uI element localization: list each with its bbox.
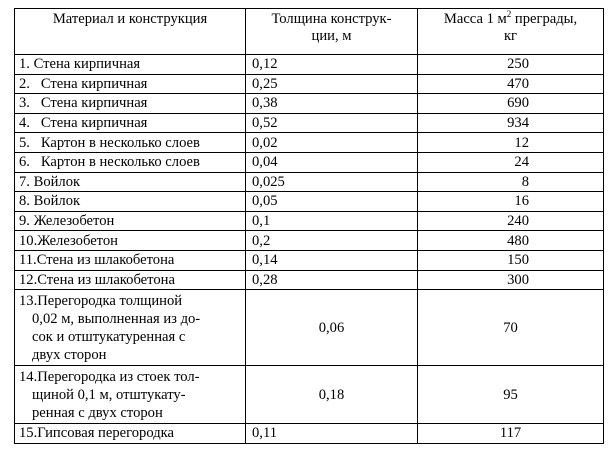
mass-cell: 470 <box>418 74 604 94</box>
mass-cell: 690 <box>418 94 604 114</box>
thickness-cell: 0,04 <box>246 152 418 172</box>
material-cell <box>15 366 246 424</box>
header-mass-sup: 2 <box>506 9 512 20</box>
material-line: 13.Перегородка толщиной <box>19 292 183 309</box>
mass-cell: 70 <box>418 290 604 366</box>
thickness-cell: 0,14 <box>246 250 418 270</box>
mass-cell: 95 <box>418 366 604 424</box>
material-cell: 12.Стена из шлакобетона <box>15 270 246 290</box>
thickness-cell: 0,18 <box>246 366 418 424</box>
material-cell: 3. Стена кирпичная <box>15 94 246 114</box>
table-row <box>15 231 604 251</box>
material-cell: 10.Железобетон <box>15 231 246 251</box>
material-cell: 15.Гипсовая перегородка <box>15 424 246 444</box>
material-line: 0,02 м, выполненная из до- <box>32 310 201 327</box>
material-cell <box>15 290 246 366</box>
mass-cell: 117 <box>418 424 604 444</box>
table-row <box>15 113 604 133</box>
material-cell: 8. Войлок <box>15 192 246 212</box>
table-row <box>15 133 604 153</box>
header-row <box>15 9 604 55</box>
header-material <box>15 9 246 55</box>
material-cell: 7. Войлок <box>15 172 246 192</box>
thickness-cell: 0,025 <box>246 172 418 192</box>
thickness-cell: 0,1 <box>246 211 418 231</box>
header-thickness <box>246 9 418 55</box>
header-thickness-line1: Толщина конструк- <box>271 11 392 27</box>
material-line: ренная с двух сторон <box>32 404 163 421</box>
mass-cell: 24 <box>418 152 604 172</box>
thickness-cell: 0,11 <box>246 424 418 444</box>
material-cell: 1. Стена кирпичная <box>15 55 246 75</box>
table-row <box>15 424 604 444</box>
thickness-cell: 0,05 <box>246 192 418 212</box>
thickness-cell: 0,02 <box>246 133 418 153</box>
mass-cell: 240 <box>418 211 604 231</box>
material-line: сок и отштукатуренная с <box>32 328 186 345</box>
material-line: щиной 0,1 м, отштукату- <box>32 386 186 403</box>
header-mass-line2: кг <box>503 28 518 44</box>
material-cell: 4. Стена кирпичная <box>15 113 246 133</box>
table-row <box>15 211 604 231</box>
material-cell: 2. Стена кирпичная <box>15 74 246 94</box>
mass-cell: 934 <box>418 113 604 133</box>
header-mass <box>418 9 604 55</box>
table-row <box>15 192 604 212</box>
material-cell: 5. Картон в несколько слоев <box>15 133 246 153</box>
header-thickness-line2: ции, м <box>311 28 352 44</box>
thickness-cell: 0,38 <box>246 94 418 114</box>
thickness-cell: 0,28 <box>246 270 418 290</box>
material-cell: 9. Железобетон <box>15 211 246 231</box>
header-material-label: Материал и конструкция <box>52 11 208 27</box>
header-mass-line1b: преграды, <box>511 11 578 27</box>
mass-cell: 8 <box>418 172 604 192</box>
table-row <box>15 290 604 366</box>
mass-cell: 150 <box>418 250 604 270</box>
table-row <box>15 250 604 270</box>
table-row <box>15 366 604 424</box>
material-cell: 11.Стена из шлакобетона <box>15 250 246 270</box>
mass-cell: 250 <box>418 55 604 75</box>
materials-table <box>14 8 604 444</box>
header-mass-line1a: Масса 1 м <box>443 11 507 27</box>
table-row <box>15 74 604 94</box>
table-row <box>15 94 604 114</box>
material-cell: 6. Картон в несколько слоев <box>15 152 246 172</box>
mass-cell: 16 <box>418 192 604 212</box>
mass-cell: 12 <box>418 133 604 153</box>
mass-cell: 480 <box>418 231 604 251</box>
mass-cell: 300 <box>418 270 604 290</box>
material-line: 14.Перегородка из стоек тол- <box>19 368 200 385</box>
table-row <box>15 270 604 290</box>
table-row <box>15 55 604 75</box>
thickness-cell: 0,25 <box>246 74 418 94</box>
table-row <box>15 172 604 192</box>
thickness-cell: 0,12 <box>246 55 418 75</box>
thickness-cell: 0,52 <box>246 113 418 133</box>
material-line: двух сторон <box>32 346 107 363</box>
table-row <box>15 152 604 172</box>
thickness-cell: 0,06 <box>246 290 418 366</box>
thickness-cell: 0,2 <box>246 231 418 251</box>
